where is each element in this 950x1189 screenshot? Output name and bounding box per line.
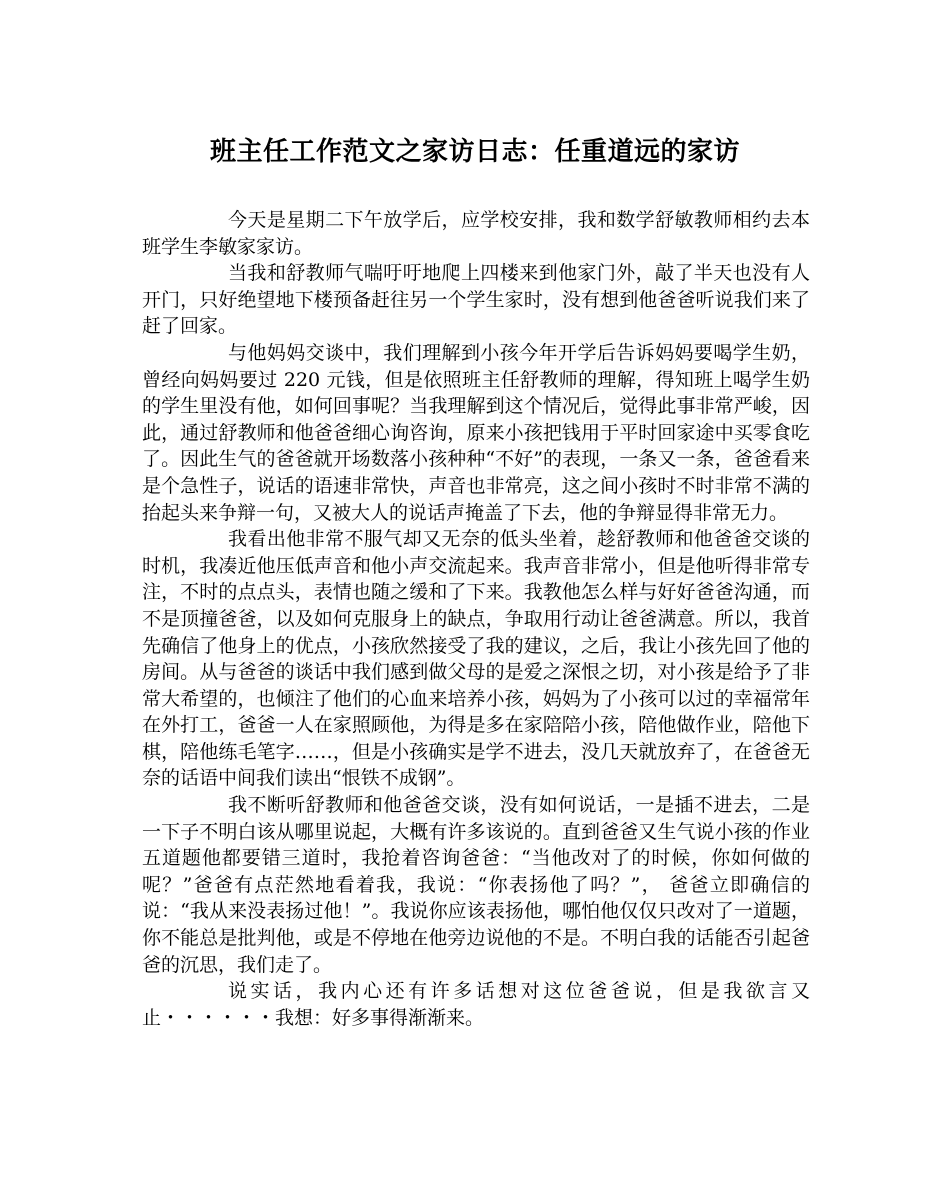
paragraph: 说实话，我内心还有许多话想对这位爸爸说，但是我欲言又止・・・・・・我想：好多事得渐渐来。 [142,980,810,1029]
paragraph: 我不断听舒教师和他爸爸交谈，没有如何说话，一是插不进去，二是一下子不明白该从哪里说起，大概有许多该说的。直到爸爸又生气说小孩的作业五道题他都要错三道时，我抢着咨询爸爸：“当他改对了的时候，你如何做的呢？”爸爸有点茫然地看着我，我说：“你表扬他了吗？”， 爸爸立即确信的说：“我从来没表扬过他！”。我说你应该表扬他，哪怕他仅仅只改对了一道题，你不能总是批判他，或是不停地在他旁边说他的不是。不明白我的话能否引起爸爸的沉思，我们走了。 [142,794,810,976]
paragraph: 与他妈妈交谈中，我们理解到小孩今年开学后告诉妈妈要喝学生奶，曾经向妈妈要过 220 元钱，但是依照班主任舒教师的理解，得知班上喝学生奶的学生里没有他，如何回事呢？当我理解到这个情况后，觉得此事非常严峻，因此，通过舒教师和他爸爸细心询咨询，原来小孩把钱用于平时回家途中买零食吃了。因此生气的爸爸就开场数落小孩种种“不好”的表现，一条又一条，爸爸看来是个急性子，说话的语速非常快，声音也非常亮，这之间小孩时不时非常不满的抬起头来争辩一句，又被大人的说话声掩盖了下去，他的争辩显得非常无力。 [142,341,810,524]
document-title: 班主任工作范文之家访日志：任重道远的家访 [209,137,740,167]
document-body [142,207,810,1031]
paragraph: 我看出他非常不服气却又无奈的低头坐着，趁舒教师和他爸爸交谈的时机，我凑近他压低声音和他小声交流起来。我声音非常小，但是他听得非常专注，不时的点点头，表情也随之缓和了下来。我教他怎么样与好好爸爸沟通，而不是顶撞爸爸，以及如何克服身上的缺点，争取用行动让爸爸满意。所以，我首先确信了他身上的优点，小孩欣然接受了我的建议，之后，我让小孩先回了他的房间。从与爸爸的谈话中我们感到做父母的是爱之深恨之切，对小孩是给予了非常大希望的，也倾注了他们的心血来培养小孩，妈妈为了小孩可以过的幸福常年在外打工，爸爸一人在家照顾他，为得是多在家陪陪小孩，陪他做作业，陪他下棋，陪他练毛笔字……，但是小孩确实是学不进去，没几天就放弃了，在爸爸无奈的话语中间我们读出“恨铁不成钢”。 [142,528,810,790]
paragraph: 今天是星期二下午放学后，应学校安排，我和数学舒敏教师相约去本班学生李敏家家访。 [142,209,810,258]
paragraph: 当我和舒教师气喘吁吁地爬上四楼来到他家门外，敲了半天也没有人开门，只好绝望地下楼预备赶往另一个学生家时，没有想到他爸爸听说我们来了赶了回家。 [142,262,810,338]
